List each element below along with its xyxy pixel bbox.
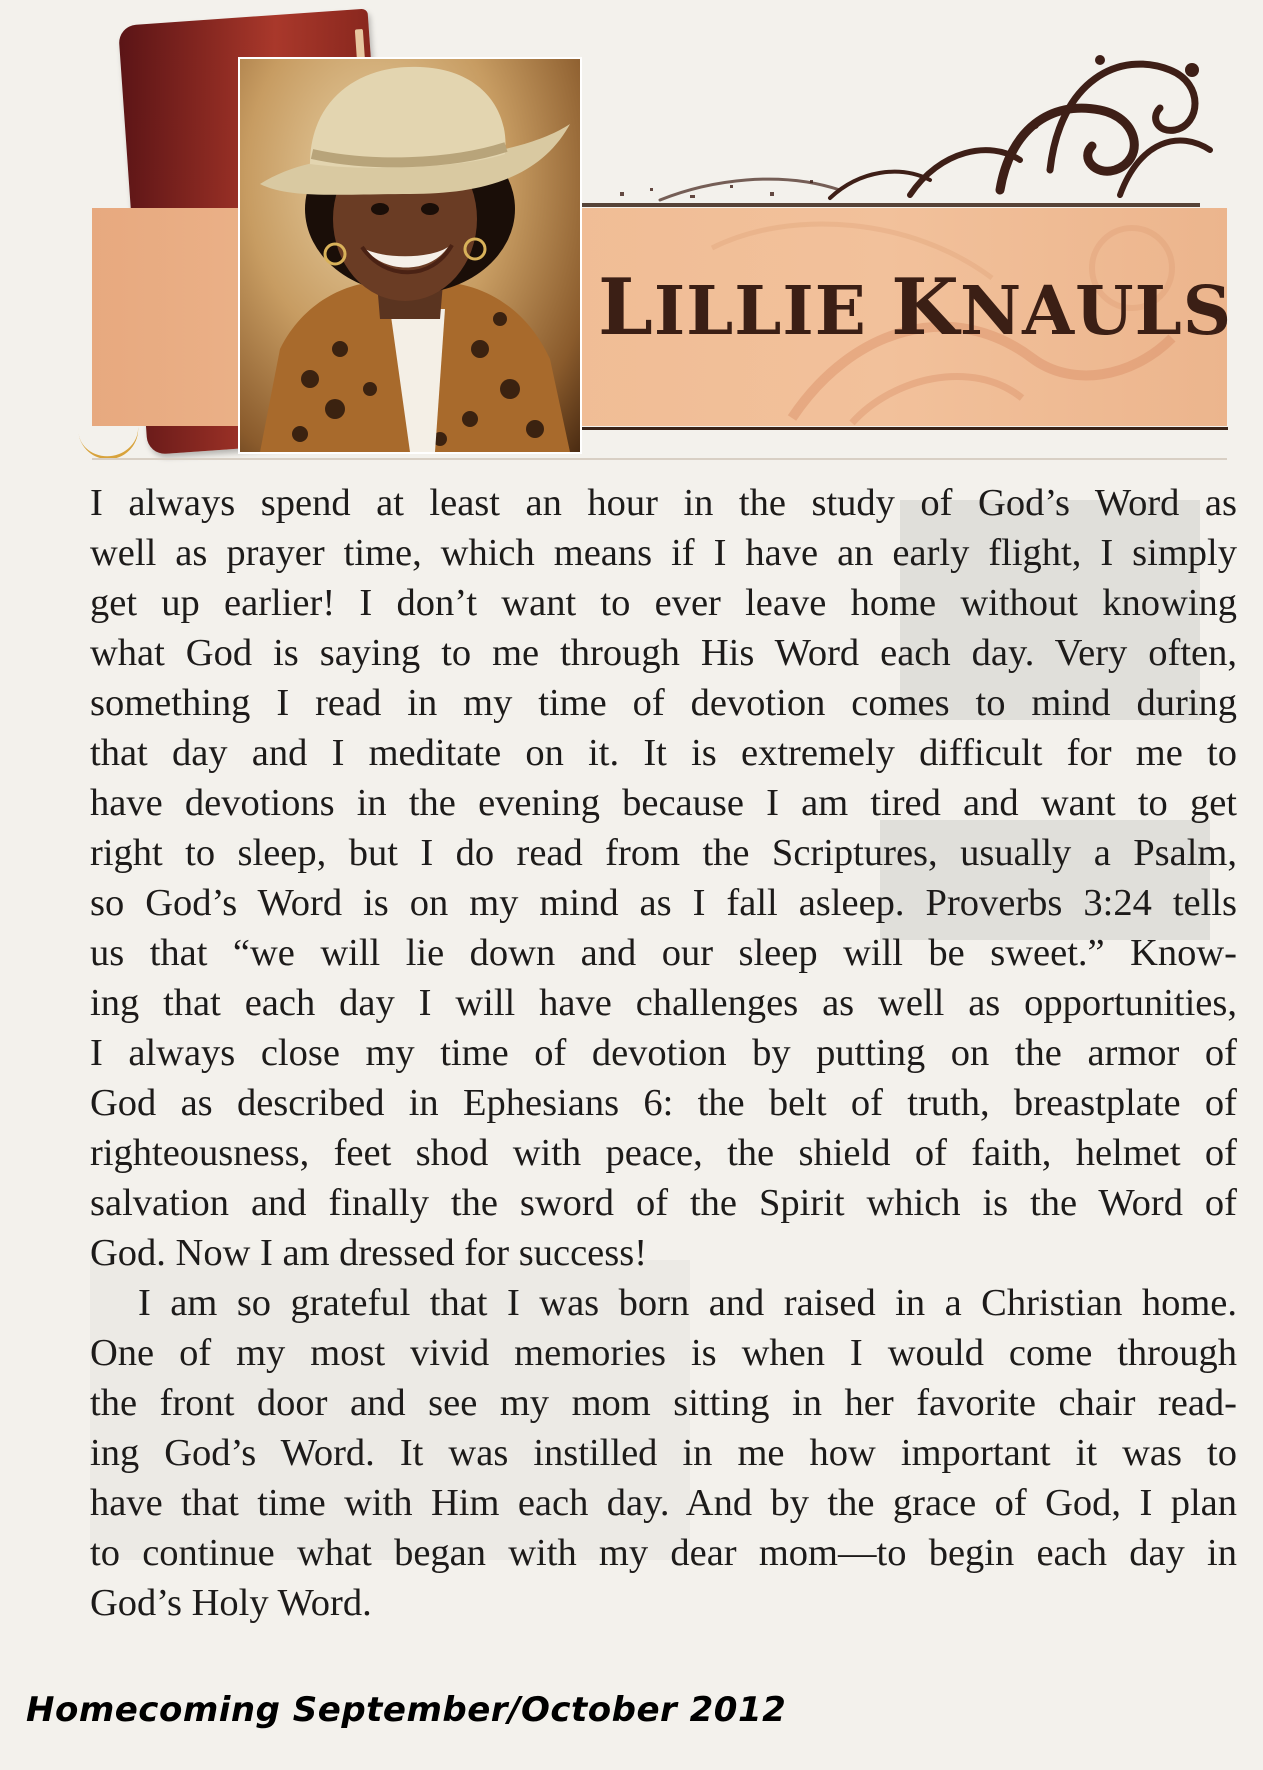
- body-line: salvation and finally the sword of the Spirit which is the Word of: [90, 1182, 1237, 1224]
- body-line: what God is saying to me through His Word each day. Very often,: [90, 632, 1237, 674]
- portrait-illustration: [240, 59, 580, 452]
- header-divider: [92, 458, 1227, 460]
- body-line: that day and I meditate on it. It is extremely difficult for me to: [90, 732, 1237, 774]
- body-line: right to sleep, but I do read from the Scriptures, usually a Psalm,: [90, 832, 1237, 874]
- swirl-ornament: [580, 20, 1230, 210]
- article-title: [598, 262, 1233, 353]
- body-line: well as prayer time, which means if I have an early flight, I simply: [90, 532, 1237, 574]
- body-line: have devotions in the evening because I am tired and want to get: [90, 782, 1237, 824]
- portrait-photo: [238, 57, 582, 454]
- body-line: so God’s Word is on my mind as I fall asleep. Proverbs 3:24 tells: [90, 882, 1237, 924]
- body-line: us that “we will lie down and our sleep will be sweet.” Know-: [90, 932, 1237, 974]
- body-line: ing God’s Word. It was instilled in me how important it was to: [90, 1432, 1237, 1474]
- body-line: ing that each day I will have challenges as well as opportunities,: [90, 982, 1237, 1024]
- body-line: God as described in Ephesians 6: the belt of truth, breastplate of: [90, 1082, 1237, 1124]
- title-first-name: ILLIE: [653, 271, 867, 350]
- title-initial-first: L: [598, 262, 654, 353]
- body-line: God. Now I am dressed for success!: [90, 1232, 648, 1274]
- body-line: have that time with Him each day. And by the grace of God, I plan: [90, 1482, 1237, 1524]
- body-line: righteousness, feet shod with peace, the shield of faith, helmet of: [90, 1132, 1237, 1174]
- title-last-name: NAULS: [959, 271, 1233, 350]
- banner-bottom-rule: [580, 427, 1228, 430]
- body-line: God’s Holy Word.: [90, 1582, 372, 1624]
- article-body: [90, 478, 1237, 1628]
- body-line: the front door and see my mom sitting in her favorite chair read-: [90, 1382, 1237, 1424]
- body-line: I always spend at least an hour in the study of God’s Word as: [90, 482, 1237, 524]
- body-line: I am so grateful that I was born and raised in a Christian home.: [138, 1282, 1237, 1324]
- body-line: One of my most vivid memories is when I would come through: [90, 1332, 1237, 1374]
- body-line: I always close my time of devotion by putting on the armor of: [90, 1032, 1237, 1074]
- publication-footer: Homecoming September/October 2012: [26, 1690, 787, 1730]
- body-line: get up earlier! I don’t want to ever leave home without knowing: [90, 582, 1237, 624]
- body-line: to continue what began with my dear mom—to begin each day in: [90, 1532, 1237, 1574]
- title-initial-last: K: [891, 262, 960, 353]
- body-line: something I read in my time of devotion comes to mind during: [90, 682, 1237, 724]
